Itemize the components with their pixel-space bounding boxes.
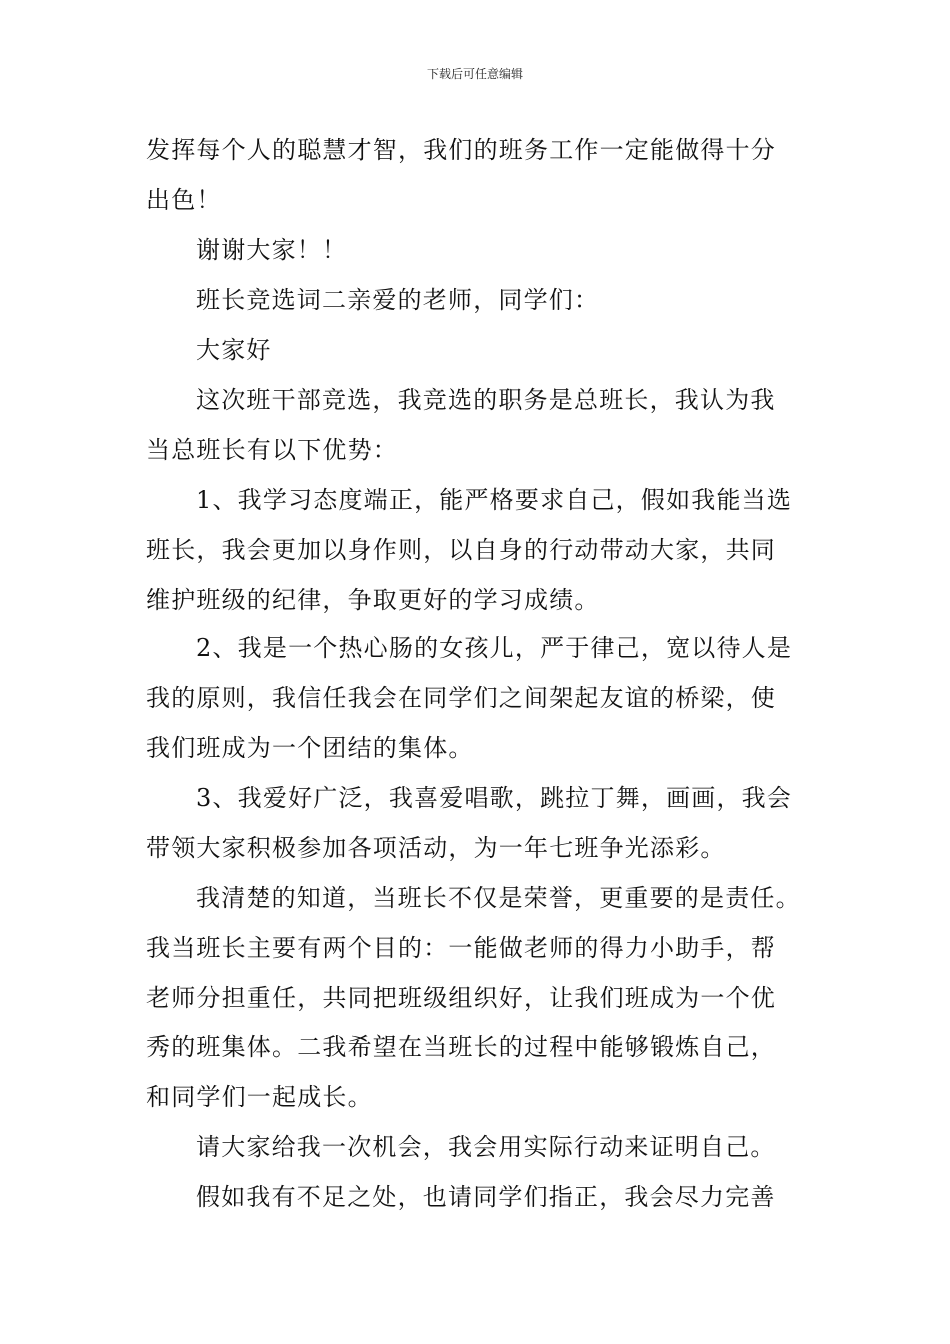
text-line: 谢谢大家！！ <box>196 236 348 264</box>
text-line: 老师分担重任，共同把班级组织好，让我们班成为一个优 <box>146 984 776 1012</box>
text-line: 当总班长有以下优势： <box>146 436 398 464</box>
text-line: 请大家给我一次机会，我会用实际行动来证明自己。 <box>196 1133 776 1161</box>
text-line: 和同学们一起成长。 <box>146 1083 373 1111</box>
text-line: 秀的班集体。二我希望在当班长的过程中能够锻炼自己， <box>146 1033 776 1061</box>
page-header: 下载后可任意编辑 <box>426 67 523 81</box>
text-line: 这次班干部竞选，我竞选的职务是总班长，我认为我 <box>196 386 776 414</box>
text-line: 班长竞选词二亲爱的老师，同学们： <box>196 286 600 314</box>
text-line: 出色！ <box>146 186 222 214</box>
text-line: 带领大家积极参加各项活动，为一年七班争光添彩。 <box>146 834 726 862</box>
text-line: 1、我学习态度端正，能严格要求自己，假如我能当选 <box>196 486 793 514</box>
text-line: 发挥每个人的聪慧才智，我们的班务工作一定能做得十分 <box>146 136 776 164</box>
text-line: 2、我是一个热心肠的女孩儿，严于律己，宽以待人是 <box>196 634 793 662</box>
text-line: 3、我爱好广泛，我喜爱唱歌，跳拉丁舞，画画，我会 <box>196 784 793 812</box>
text-line: 我们班成为一个团结的集体。 <box>146 734 474 762</box>
text-line: 我清楚的知道，当班长不仅是荣誉，更重要的是责任。 <box>196 884 801 912</box>
text-line: 班长，我会更加以身作则，以自身的行动带动大家，共同 <box>146 536 776 564</box>
text-line: 大家好 <box>196 336 272 364</box>
text-line: 假如我有不足之处，也请同学们指正，我会尽力完善 <box>196 1183 776 1211</box>
text-line: 维护班级的纪律，争取更好的学习成绩。 <box>146 586 600 614</box>
text-line: 我的原则，我信任我会在同学们之间架起友谊的桥梁，使 <box>146 684 776 712</box>
text-line: 我当班长主要有两个目的：一能做老师的得力小助手，帮 <box>146 934 776 962</box>
